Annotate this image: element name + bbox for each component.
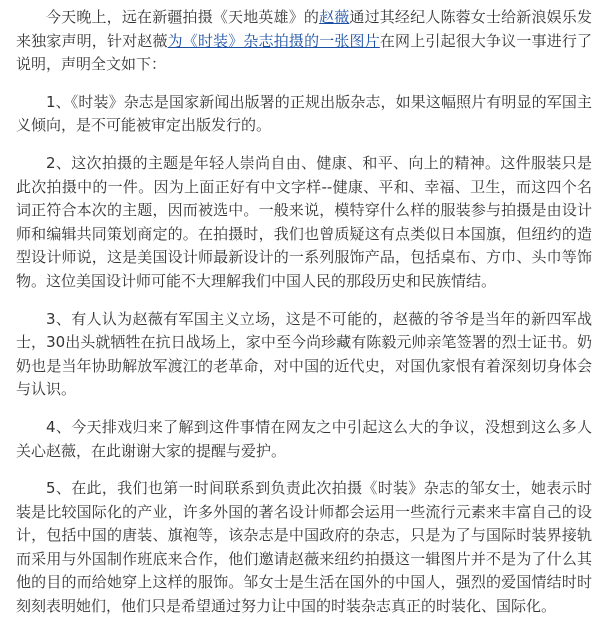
intro-text-3: 在网上引起很大争议一事进行了说明，声明全文如下：	[16, 31, 592, 74]
photo-shoot-link[interactable]: 为《时装》杂志拍摄的一张图片	[167, 31, 380, 50]
statement-point-5: 5、在此，我们也第一时间联系到负责此次拍摄《时装》杂志的邹女士，她表示时装是比较国际化的产业，许多外国的著名设计师都会运用一些流行元素来丰富自己的设计，包括中国的唐装、旗袍等，该杂志是中国政府的杂志，只是为了与国际时装界接轨而采用与外国制作班底来合作，他们邀请赵薇来纽约拍摄这一辑图片并不是为了什么其他的目的而给她穿上这样的服饰。邹女士是生活在国外的中国人，强烈的爱国情结时时刻刻表明她们，他们只是希望通过努力让中国的时装杂志真正的时装化、国际化。	[16, 479, 592, 616]
article-body	[16, 6, 592, 633]
zhao-wei-link[interactable]: 赵薇	[319, 8, 350, 26]
intro-text-2: 通过其经纪人陈蓉女士给新浪娱乐发来独家声明，针对赵薇	[16, 8, 592, 50]
intro-paragraph	[16, 6, 592, 77]
statement-point-2: 2、这次拍摄的主题是年轻人崇尚自由、健康、和平、向上的精神。这件服装只是此次拍摄中的一件。因为上面正好有中文字样--健康、平和、幸福、卫生，而这四个名词正符合本次的主题，因而被选中。一般来说，模特穿什么样的服装参与拍摄是由设计师和编辑共同策划商定的。在拍摄时，我们也曾质疑这有点类似日本国旗，但纽约的造型设计师说，这是美国设计师最新设计的一系列服饰产品，包括桌布、方巾、头巾等饰物。这位美国设计师可能不大理解我们中国人民的那段历史和民族情结。	[16, 153, 592, 290]
statement-point-1: 1、《时装》杂志是国家新闻出版署的正规出版杂志，如果这幅照片有明显的军国主义倾向，是不可能被审定出版发行的。	[16, 92, 592, 135]
statement-point-4: 4、今天排戏归来了解到这件事情在网友之中引起这么大的争议，没想到这么多人关心赵薇，在此谢谢大家的提醒与爱护。	[16, 417, 592, 460]
statement-point-3: 3、有人认为赵薇有军国主义立场，这是不可能的，赵薇的爷爷是当年的新四军战士，30出头就牺牲在抗日战场上，家中至今尚珍藏有陈毅元帅亲笔签署的烈士证书。奶奶也是当年协助解放军渡江的老革命，对中国的近代史，对国仇家恨有着深刻切身体会与认识。	[16, 309, 592, 399]
intro-text-1: 今天晚上，远在新疆拍摄《天地英雄》的	[46, 8, 320, 26]
